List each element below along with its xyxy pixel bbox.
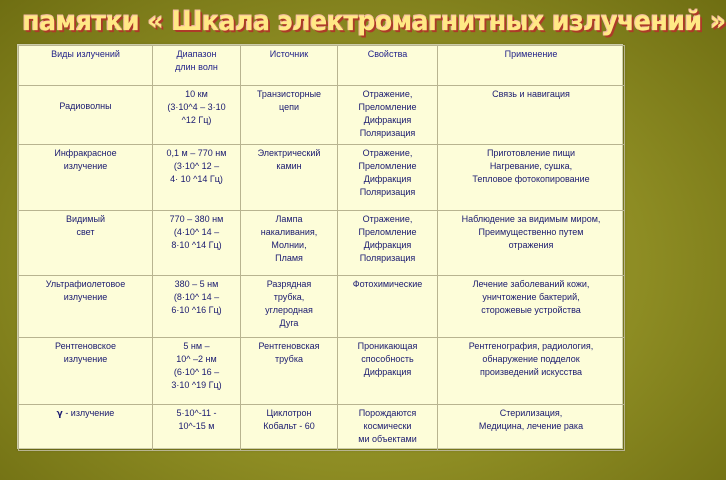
cell-source bbox=[241, 338, 338, 405]
cell-text: (4·10^ 14 – bbox=[173, 227, 220, 237]
cell-text: Отражение, bbox=[362, 89, 413, 99]
header-application-label: Применение bbox=[504, 49, 558, 59]
cell-text: отражения bbox=[508, 240, 554, 250]
cell-text: Приготовление пищи bbox=[486, 148, 576, 158]
cell-text: Дифракция bbox=[363, 367, 412, 377]
cell-application bbox=[438, 86, 625, 145]
table-row bbox=[19, 86, 625, 145]
cell-text: Преломление bbox=[358, 227, 417, 237]
cell-text: 380 – 5 нм bbox=[174, 279, 219, 289]
cell-text: Циклотрон bbox=[266, 408, 312, 418]
cell-text: Пламя bbox=[275, 253, 303, 263]
cell-text: 10^ –2 нм bbox=[176, 354, 217, 364]
header-application bbox=[438, 46, 625, 86]
cell-text: камин bbox=[276, 161, 302, 171]
cell-properties bbox=[338, 338, 438, 405]
radiation-scale-table bbox=[17, 44, 623, 449]
table-row bbox=[19, 211, 625, 276]
cell-source bbox=[241, 405, 338, 451]
table-row bbox=[19, 405, 625, 451]
cell-text: углеродная bbox=[265, 305, 313, 315]
header-type bbox=[19, 46, 153, 86]
cell-range bbox=[153, 338, 241, 405]
cell-type bbox=[19, 338, 153, 405]
header-properties bbox=[338, 46, 438, 86]
cell-text: (3·10^ 12 – bbox=[173, 161, 220, 171]
cell-text: 0,1 м – 770 нм bbox=[166, 148, 227, 158]
cell-text: сторожевые устройства bbox=[481, 305, 581, 315]
cell-text: Преломление bbox=[358, 161, 417, 171]
cell-text: Поляризация bbox=[359, 253, 416, 263]
cell-text: Отражение, bbox=[362, 148, 413, 158]
cell-text: Преломление bbox=[358, 102, 417, 112]
cell-text: Тепловое фотокопирование bbox=[472, 174, 590, 184]
cell-text: Нагревание, сушка, bbox=[489, 161, 573, 171]
cell-text: Лампа bbox=[275, 214, 303, 224]
cell-application bbox=[438, 145, 625, 211]
cell-text: Преимущественно путем bbox=[478, 227, 584, 237]
cell-text: обнаружение подделок bbox=[482, 354, 580, 364]
cell-properties bbox=[338, 276, 438, 338]
cell-text: 5 нм – bbox=[183, 341, 210, 351]
cell-text: 10^-15 м bbox=[178, 421, 215, 431]
gamma-symbol: γ bbox=[56, 409, 63, 419]
cell-text: 770 – 380 нм bbox=[169, 214, 224, 224]
header-source bbox=[241, 46, 338, 86]
table-row bbox=[19, 276, 625, 338]
cell-text: Дифракция bbox=[363, 115, 412, 125]
cell-text: Лечение заболеваний кожи, bbox=[472, 279, 590, 289]
cell-text: Кобальт - 60 bbox=[263, 421, 315, 431]
cell-text: Наблюдение за видимым миром, bbox=[461, 214, 601, 224]
cell-text: (3·10^4 – 3·10 bbox=[167, 102, 226, 112]
cell-range bbox=[153, 86, 241, 145]
header-properties-label: Свойства bbox=[367, 49, 408, 59]
cell-text: - излучение bbox=[62, 408, 115, 418]
cell-application bbox=[438, 338, 625, 405]
header-range-label: Диапазон bbox=[176, 49, 217, 59]
cell-source bbox=[241, 86, 338, 145]
cell-text: уничтожение бактерий, bbox=[482, 292, 580, 302]
cell-application bbox=[438, 211, 625, 276]
cell-text: (8·10^ 14 – bbox=[173, 292, 220, 302]
cell-text: Связь и навигация bbox=[492, 89, 570, 99]
cell-type bbox=[19, 276, 153, 338]
cell-properties bbox=[338, 211, 438, 276]
cell-text: Медицина, лечение рака bbox=[478, 421, 584, 431]
cell-text: Дифракция bbox=[363, 240, 412, 250]
cell-text: Ультрафиолетовое bbox=[45, 279, 126, 289]
cell-text: излучение bbox=[63, 354, 108, 364]
header-type-label: Виды излучений bbox=[51, 49, 120, 59]
cell-text: 4· 10 ^14 Гц) bbox=[170, 174, 223, 184]
cell-text: 10 км bbox=[185, 89, 208, 99]
cell-text: Проникающая bbox=[357, 341, 418, 351]
cell-range bbox=[153, 145, 241, 211]
cell-text: Транзисторные bbox=[256, 89, 322, 99]
cell-text: трубка, bbox=[273, 292, 305, 302]
table-row bbox=[19, 338, 625, 405]
cell-text: Дуга bbox=[279, 318, 299, 328]
header-source-label: Источник bbox=[269, 49, 309, 59]
header-row bbox=[19, 46, 625, 86]
cell-text: космически bbox=[363, 421, 412, 431]
cell-properties bbox=[338, 86, 438, 145]
cell-text: способность bbox=[361, 354, 414, 364]
cell-text: Рентгеновская bbox=[258, 341, 320, 351]
cell-text: трубка bbox=[275, 354, 303, 364]
cell-text: Разрядная bbox=[266, 279, 312, 289]
cell-range bbox=[153, 276, 241, 338]
table-row bbox=[19, 145, 625, 211]
cell-text: Молнии, bbox=[271, 240, 307, 250]
cell-text: Видимый bbox=[66, 214, 105, 224]
cell-type bbox=[19, 405, 153, 451]
cell-source bbox=[241, 211, 338, 276]
cell-application bbox=[438, 405, 625, 451]
cell-range bbox=[153, 405, 241, 451]
cell-text: 6·10 ^16 Гц) bbox=[171, 305, 222, 315]
cell-text: Порождаются bbox=[358, 408, 417, 418]
cell-text: накаливания, bbox=[260, 227, 318, 237]
cell-text: Рентгенография, радиология, bbox=[468, 341, 594, 351]
cell-text: излучение bbox=[63, 161, 108, 171]
cell-text: произведений искусства bbox=[479, 367, 583, 377]
cell-text: Радиоволны bbox=[59, 101, 112, 111]
cell-properties bbox=[338, 405, 438, 451]
cell-text: Поляризация bbox=[359, 128, 416, 138]
cell-text: Инфракрасное bbox=[54, 148, 117, 158]
slide-title: памятки « Шкала электромагнитных излучений » bbox=[22, 6, 726, 37]
cell-source bbox=[241, 276, 338, 338]
cell-text: Дифракция bbox=[363, 174, 412, 184]
cell-text: 3·10 ^19 Гц) bbox=[171, 380, 222, 390]
cell-text: 5·10^-11 - bbox=[176, 408, 217, 418]
cell-text bbox=[21, 407, 150, 421]
cell-text: свет bbox=[76, 227, 95, 237]
cell-text: ми объектами bbox=[358, 434, 417, 444]
cell-text: Отражение, bbox=[362, 214, 413, 224]
cell-text: Электрический bbox=[257, 148, 321, 158]
cell-type bbox=[19, 211, 153, 276]
cell-application bbox=[438, 276, 625, 338]
cell-type bbox=[19, 145, 153, 211]
cell-text: Фотохимические bbox=[352, 279, 423, 289]
header-range bbox=[153, 46, 241, 86]
cell-range bbox=[153, 211, 241, 276]
cell-type bbox=[19, 86, 153, 145]
header-range-label: длин волн bbox=[175, 62, 218, 72]
cell-text: цепи bbox=[279, 102, 299, 112]
cell-text: 8·10 ^14 Гц) bbox=[171, 240, 222, 250]
cell-text: Поляризация bbox=[359, 187, 416, 197]
cell-text: излучение bbox=[63, 292, 108, 302]
cell-source bbox=[241, 145, 338, 211]
cell-properties bbox=[338, 145, 438, 211]
cell-text: ^12 Гц) bbox=[181, 115, 212, 125]
cell-text: Стерилизация, bbox=[499, 408, 563, 418]
cell-text: (6·10^ 16 – bbox=[173, 367, 220, 377]
cell-text: Рентгеновское bbox=[54, 341, 116, 351]
